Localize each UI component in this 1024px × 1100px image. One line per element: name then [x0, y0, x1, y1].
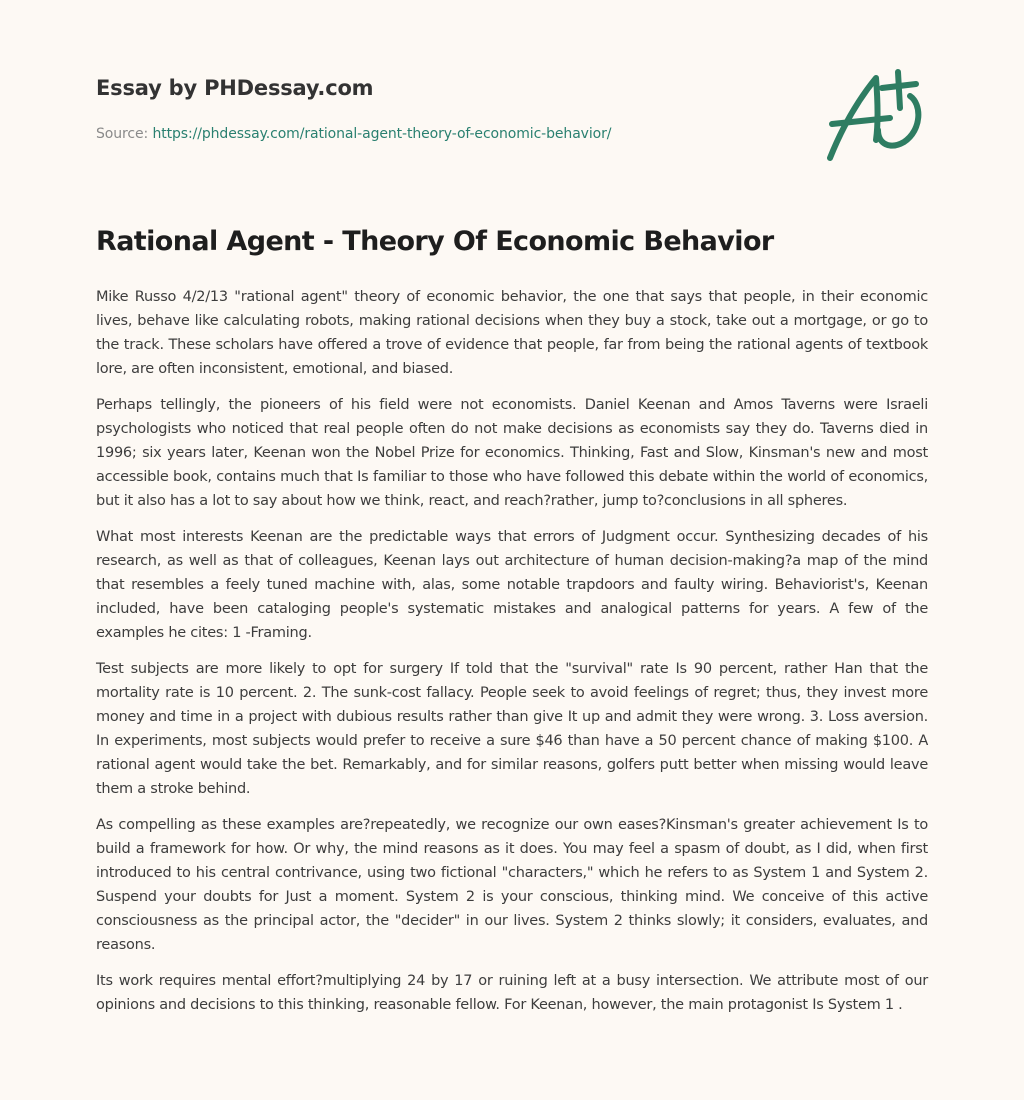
source-line [96, 126, 796, 142]
site-title: Essay by PHDessay.com [96, 76, 374, 100]
page-header [96, 76, 796, 142]
paragraph: Its work requires mental effort?multiplying 24 by 17 or ruining left at a busy intersection. We attribute most of our opinions and decisions to this thinking, reasonable fellow. For Keenan, however, the main protagonist Is System 1 . [96, 973, 928, 1013]
paragraph: Test subjects are more likely to opt for surgery If told that the "survival" rate Is 90 percent, rather Han that the mortality rate is 10 percent. 2. The sunk-cost fallacy. People seek to avoid feelings of regret; thus, they invest more money and time in a project with dubious results rather than give It up and admit they were wrong. 3. Loss aversion. In experiments, most subjects would prefer to receive a sure $46 than have a 50 percent chance of making $100. A rational agent would take the bet. Remarkably, and for similar reasons, golfers putt better when missing would leave them a stroke behind. [96, 661, 928, 797]
paragraph: Perhaps tellingly, the pioneers of his field were not economists. Daniel Keenan and Amos Taverns were Israeli psychologists who noticed that real people often do not make decisions as economists say they do. Taverns died in 1996; six years later, Keenan won the Nobel Prize for economics. Thinking, Fast and Slow, Kinsman's new and most accessible book, contains much that Is familiar to those who have followed this debate within the world of economics, but it also has a lot to say about how we think, react, and reach?rather, jump to?conclusions in all spheres. [96, 397, 928, 509]
paragraph: As compelling as these examples are?repeatedly, we recognize our own eases?Kinsman's greater achievement Is to build a framework for how. Or why, the mind reasons as it does. You may feel a spasm of doubt, as I did, when first introduced to his central contrivance, using two fictional "characters," which he refers to as System 1 and System 2. Suspend your doubts for Just a moment. System 2 is your conscious, thinking mind. We conceive of this active consciousness as the principal actor, the "decider" in our lives. System 2 thinks slowly; it considers, evaluates, and reasons. [96, 817, 928, 953]
source-label: Source: [96, 126, 149, 142]
source-link[interactable]: https://phdessay.com/rational-agent-theory-of-economic-behavior/ [152, 126, 612, 142]
paragraph: Mike Russo 4/2/13 "rational agent" theory of economic behavior, the one that says that people, in their economic lives, behave like calculating robots, making rational decisions when they buy a stock, take out a mortgage, or go to the track. These scholars have offered a trove of evidence that people, far from being the rational agents of textbook lore, are often inconsistent, emotional, and biased. [96, 289, 928, 377]
article-title: Rational Agent - Theory Of Economic Behavior [96, 226, 774, 257]
paragraph: What most interests Keenan are the predictable ways that errors of Judgment occur. Synthesizing decades of his research, as well as that of colleagues, Keenan lays out architecture of human decision-making?a map of the mind that resembles a feely tuned machine with, alas, some notable trapdoors and faulty wiring. Behaviorist's, Keenan included, have been cataloging people's systematic mistakes and analogical patterns for years. A few of the examples he cites: 1 -Framing. [96, 529, 928, 641]
article-body [96, 285, 928, 1029]
a-plus-grade-icon [818, 64, 934, 168]
